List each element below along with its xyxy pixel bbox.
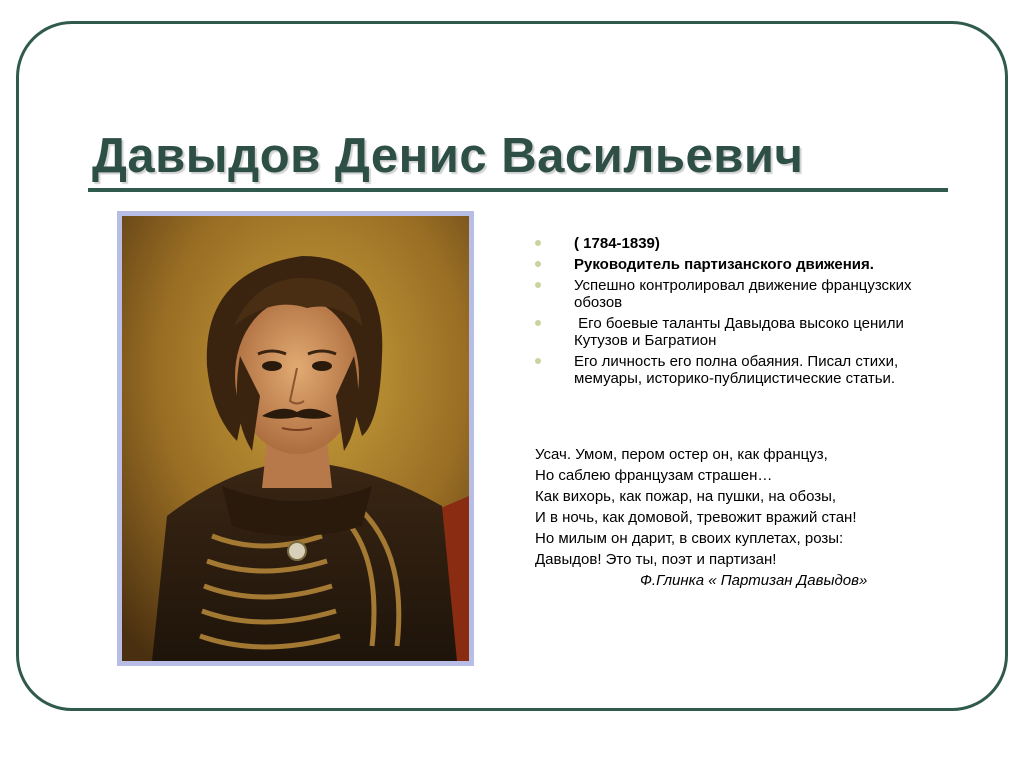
portrait-illustration bbox=[122, 216, 469, 661]
poem-line: Но саблею французам страшен… bbox=[535, 467, 773, 484]
bullet-item bbox=[532, 353, 952, 387]
portrait-image bbox=[117, 211, 474, 666]
bullet-icon bbox=[535, 261, 541, 267]
poem-line: Усач. Умом, пером остер он, как француз, bbox=[535, 446, 828, 463]
bullet-text: Руководитель партизанского движения. bbox=[574, 256, 874, 273]
bullet-text: Его боевые таланты Давыдова высоко ценили Кутузов и Багратион bbox=[574, 315, 908, 349]
poem-line: Давыдов! Это ты, поэт и партизан! bbox=[535, 551, 777, 568]
bullet-icon bbox=[535, 240, 541, 246]
bullet-text: ( 1784-1839) bbox=[574, 235, 660, 252]
poem-attribution: Ф.Глинка « Партизан Давыдов» bbox=[640, 572, 868, 589]
poem-line: Но милым он дарит, в своих куплетах, розы: bbox=[535, 530, 844, 547]
poem-quote bbox=[535, 444, 955, 591]
bullet-icon bbox=[535, 358, 541, 364]
poem-line: Как вихорь, как пожар, на пушки, на обозы, bbox=[535, 488, 837, 505]
bullet-item bbox=[532, 315, 952, 349]
bullet-item bbox=[532, 256, 952, 273]
bio-bullet-list bbox=[532, 235, 952, 391]
bullet-item bbox=[532, 235, 952, 252]
title-underline bbox=[88, 188, 948, 192]
poem-line: И в ночь, как домовой, тревожит вражий стан! bbox=[535, 509, 857, 526]
slide-title: Давыдов Денис Васильевич bbox=[92, 129, 804, 183]
bullet-item bbox=[532, 277, 952, 311]
bullet-icon bbox=[535, 282, 541, 288]
bullet-icon bbox=[535, 320, 541, 326]
bullet-text: Его личность его полна обаяния. Писал стихи, мемуары, историко-публицистические статьи. bbox=[574, 353, 899, 387]
bullet-text: Успешно контролировал движение французских обозов bbox=[574, 277, 912, 311]
